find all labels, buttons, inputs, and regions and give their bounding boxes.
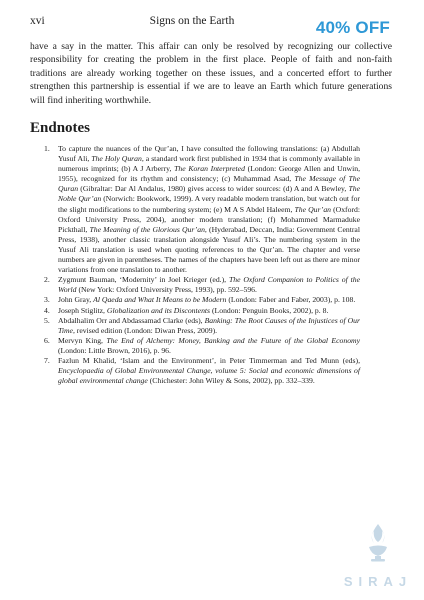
running-title: Signs on the Earth <box>149 15 235 27</box>
endnote-title-italic: The End of Alchemy: Money, Banking and the Future of the Global Economy <box>106 335 361 345</box>
endnote-number: 3. <box>44 295 50 305</box>
endnote-item <box>44 336 360 356</box>
endnote-text: (London: George Allen and Unwin, 1955), recognized for its rhythm and consistency; (c) Muhammad Asad, <box>58 164 360 184</box>
endnote-title-italic: Banking: The Root Causes of the Injustices of Our Time <box>58 315 360 335</box>
endnote-text: John Gray, <box>58 295 94 305</box>
endnote-title-italic: The Message of The Quran <box>58 174 360 194</box>
endnote-text: (Gibraltar: Dar Al Andalus, 1980) gives access to wider sources: (d) A and A Bewley, <box>78 184 349 194</box>
endnotes-list <box>44 144 360 386</box>
endnote-item <box>44 306 360 316</box>
endnote-title-italic: The Holy Quran <box>91 154 142 164</box>
page-header <box>30 15 394 37</box>
endnotes-heading: Endnotes <box>30 120 91 136</box>
page-number: xvi <box>30 15 45 27</box>
endnote-text: , revised edition (London: Diwan Press, 2009). <box>72 325 218 335</box>
endnote-number: 7. <box>44 355 50 365</box>
endnote-text: , a standard work first published in 1934 that is commonly available in numerous imprints; (b) A J Arberry, <box>58 154 360 174</box>
endnote-text: (New York: Oxford University Press, 1993), pp. 592–596. <box>76 285 257 295</box>
watermark-text: SIRAJ <box>343 574 413 589</box>
endnote-number: 6. <box>44 335 50 345</box>
endnote-number: 4. <box>44 305 50 315</box>
endnote-title-italic: The Oxford Companion to Politics of the World <box>58 275 360 295</box>
endnote-text: (London: Penguin Books, 2002), p. 8. <box>210 305 329 315</box>
endnote-number: 1. <box>44 144 50 153</box>
siraj-watermark <box>343 523 413 589</box>
endnote-text: (London: Little Brown, 2016), p. 96. <box>58 345 171 355</box>
endnote-title-italic: Encyclopaedia of Global Environmental Change, volume 5: Social and economic dimensions of global environmental change <box>58 366 360 386</box>
endnote-title-italic: The Koran Interpreted <box>174 164 245 174</box>
endnote-text: Zygmunt Bauman, ‘Modernity’ in Joel Krieger (ed.), <box>58 275 229 285</box>
endnote-item <box>44 295 360 305</box>
endnote-number: 2. <box>44 275 50 285</box>
endnote-text: (London: Faber and Faber, 2003), p. 108. <box>226 295 356 305</box>
endnote-title-italic: Al Qaeda and What It Means to be Modern <box>93 295 227 305</box>
endnote-text: Fazlun M Khalid, ‘Islam and the Environment’, in Peter Timmerman and Ted Munn (eds), <box>58 355 360 365</box>
endnote-text: Abdalhalim Orr and Abdassamad Clarke (eds), <box>58 315 205 325</box>
endnote-text: To capture the nuances of the Qur’an, I have consulted the following translations: (a) Abdullah Yusuf Ali, <box>58 144 360 164</box>
endnote-item <box>44 144 360 275</box>
siraj-lamp-logo-icon <box>365 523 391 563</box>
body-paragraph: have a say in the matter. This affair can only be resolved by recognizing our collective responsibility for creating the problem in the first place. People of faith and non-faith traditions are already working together on these issues, and a concerted effort to further strengthen this partnership is essential if we are to leave an Earth which future generations will find inheriting worthwhile. <box>30 41 392 106</box>
endnote-text: (Norwich: Bookwork, 1999). A very readable modern translation, but watch out for the slight modifications to the numbering system; (e) M A S Abdel Haleem, <box>58 194 360 214</box>
endnote-item <box>44 356 360 386</box>
endnote-item <box>44 316 360 336</box>
endnote-text: (Oxford: Oxford University Press, 2004), another modern translation; (f) Mohammed Marmaduke Pickthall, <box>58 204 360 234</box>
endnote-text: Mervyn King, <box>58 335 107 345</box>
endnote-title-italic: The Noble Qur’an <box>58 184 360 204</box>
sale-badge: 40% OFF <box>315 18 390 37</box>
endnote-title-italic: The Qur’an <box>294 204 332 214</box>
endnote-title-italic: Globalization and its Discontents <box>106 305 211 315</box>
endnote-item <box>44 275 360 295</box>
endnote-text: (Chichester: John Wiley & Sons, 2002), pp. 332–339. <box>147 376 315 386</box>
endnote-text: Joseph Stiglitz, <box>58 305 107 315</box>
endnote-text: , (Hyderabad, Deccan, India: Government Central Press, 1938), another classic translation alongside Yusuf Ali’s. The numbering system in the Yusuf Ali translation is used when quoting references to the Qur’an. The chapter and verse numbers are given in parentheses. The names of the chapters have been left out as there are minor variations from one translation to another. <box>58 224 360 275</box>
endnote-title-italic: The Meaning of the Glorious Qur’an <box>89 224 205 234</box>
endnote-number: 5. <box>44 315 50 325</box>
